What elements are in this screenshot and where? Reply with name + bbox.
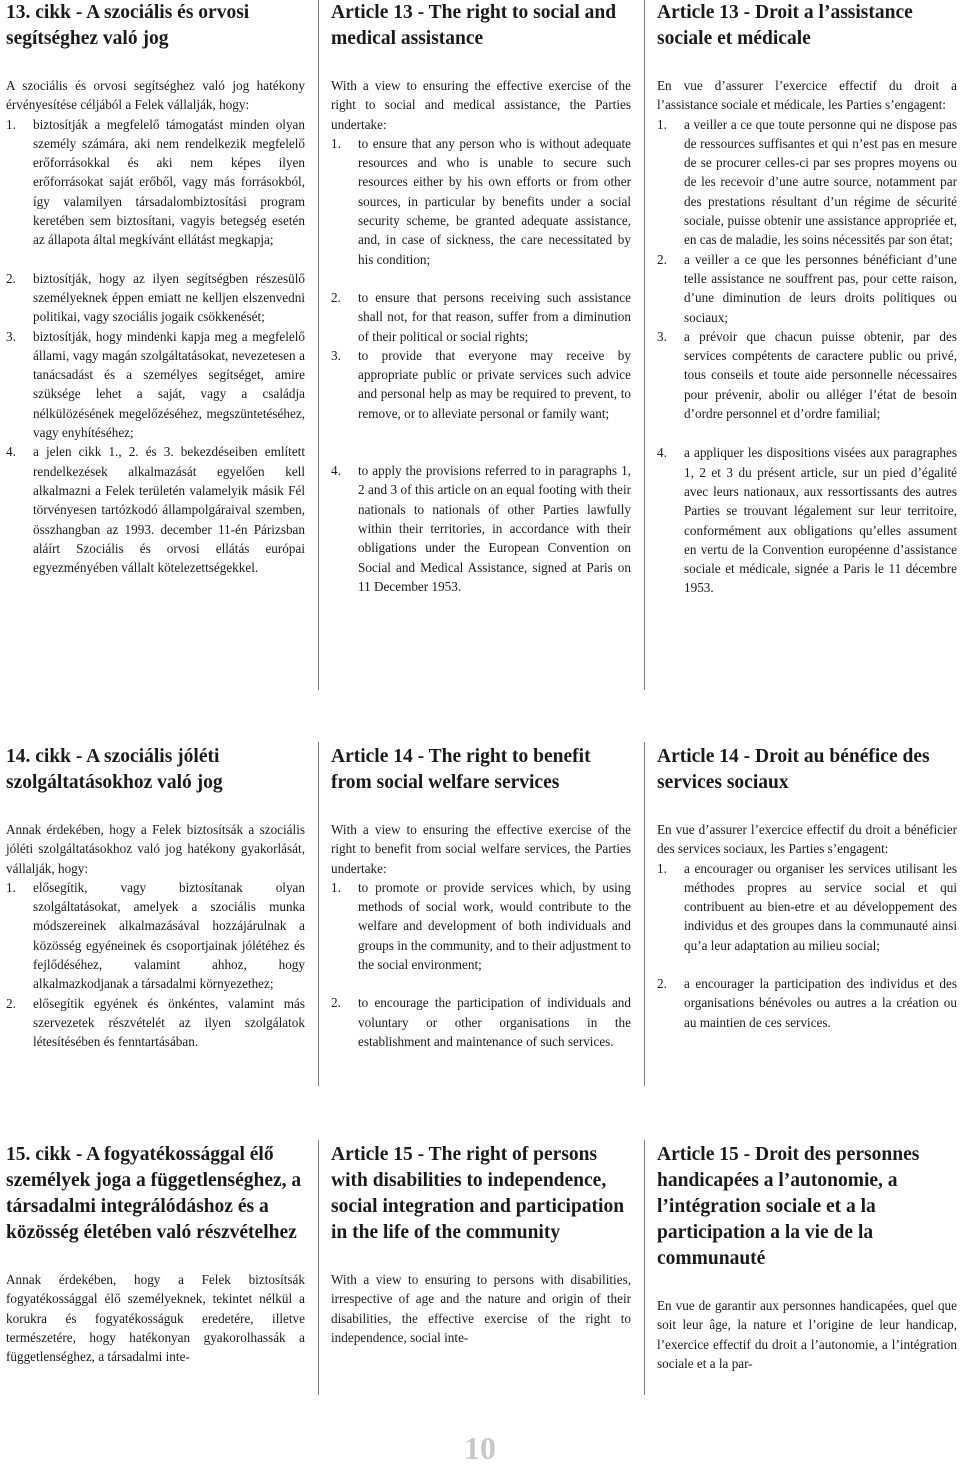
article-14-hungarian xyxy=(6,744,305,1052)
article-item-list xyxy=(331,878,631,1051)
article-intro: Annak érdekében, hogy a Felek biztosítsák a szociális jóléti szolgáltatásokhoz való jog hatékony gyakorlását, vállalják, hogy: xyxy=(6,822,305,876)
article-intro: A szociális és orvosi segítséghez való jog hatékony érvényesítése céljából a Felek vállalják, hogy: xyxy=(6,78,305,113)
article-intro: En vue d’assurer l’exercice effectif du droit a bénéficier des services sociaux, les Parties s’engagent: xyxy=(657,822,957,857)
article-intro: En vue de garantir aux personnes handicapées, quel que soit leur âge, la nature et l’origine de leur handicap, l’exercice effectif du droit a l’autonomie, a l’intégration sociale et a la par- xyxy=(657,1298,957,1371)
article-13-french xyxy=(657,0,957,598)
list-item: 2. elősegítik egyének és önkéntes, valamint más szervezetek részvételét az ilyen szolgálatok létesítésében és fenntartásában. xyxy=(6,995,305,1050)
article-14-english xyxy=(331,744,631,1051)
article-title: 14. cikk - A szociális jóléti szolgáltatásokhoz való jog xyxy=(6,746,223,793)
list-item: 4. a appliquer les dispositions visées aux paragraphes 1, 2 et 3 du présent article, sur un pied d’égalité avec leurs nationaux, aux ressortissants des autres Parties se trouvant légalement sur leur territoire, conformément aux obligations qu’elles assument en vertu de la Convention européenne d’assistance sociale et médicale, signée a Paris le 11 décembre 1953. xyxy=(657,445,957,596)
article-title: 13. cikk - A szociális és orvosi segítséghez való jog xyxy=(6,2,250,49)
article-13-hungarian xyxy=(6,0,305,577)
article-15-hungarian xyxy=(6,1142,305,1366)
article-intro: Annak érdekében, hogy a Felek biztosítsák fogyatékossággal élő személyeknek, tekintet nélkül a korukra és fogyatékosságuk eredetére, illetve természetére, hogy hatékonyan gyakorolhassák a függetlenséghez, a társadalmi inte- xyxy=(6,1272,305,1365)
column-divider xyxy=(318,742,319,1086)
article-item-list xyxy=(657,115,957,598)
list-item: 1. biztosítják a megfelelő támogatást minden olyan személy számára, aki nem rendelkezik megfelelő erőforrásokkal és aki nem képes ilyen erőforrásokat saját erőből, vagy más forrásokból, így valamilyen társadalombiztosítási program keretében sem biztosítani, vagyis betegség esetén az állapota által megkívánt ellátást megkapja; xyxy=(6,116,305,248)
list-item: 1. to ensure that any person who is without adequate resources and who is unable to secure such resources either by his own efforts or from other sources, in particular by benefits under a social security scheme, be granted adequate assistance, and, in case of sickness, the care necessitated by his condition; xyxy=(331,135,631,267)
article-title: 15. cikk - A fogyatékossággal élő személyek joga a függetlenséghez, a társadalmi integrálódáshoz és a közösség életében való részvételhez xyxy=(6,1144,302,1243)
list-item: 4. to apply the provisions referred to in paragraphs 1, 2 and 3 of this article on an equal footing with their nationals to nationals of other Parties lawfully within their territories, in accordance with their obligations under the European Convention on Social and Medical Assistance, signed at Paris on 11 December 1953. xyxy=(331,463,631,594)
spacer xyxy=(331,269,631,288)
list-item: 1. a veiller a ce que toute personne qui ne dispose pas de ressources suffisantes et qui n’est pas en mesure de se procurer celles-ci par ses propres moyens ou de les recevoir d’une autre source, notamment par des prestations résultant d’un régime de sécurité sociale, puisse obtenir une assistance appropriée et, en cas de maladie, les soins nécessités par son état; xyxy=(657,116,957,248)
article-title: Article 13 - The right to social and medical assistance xyxy=(331,2,617,49)
list-item: 3. to provide that everyone may receive by appropriate public or private services such advice and personal help as may be required to prevent, to remove, or to alleviate personal or family want; xyxy=(331,347,631,421)
list-item: 2. to encourage the participation of individuals and voluntary or other organisations in the establishment and maintenance of such services. xyxy=(331,995,631,1049)
list-item: 4. a jelen cikk 1., 2. és 3. bekezdéseiben említett rendelkezések alkalmazását egyelően kell alkalmazni a Felek területén valamelyik másik Fél törvényesen tartózkodó állampolgáraival szemben, összhangban az 1993. december 11-én Párizsban aláírt Szociális és orvosi ellátás európai egyezményében vállalt kötelezettségekkel. xyxy=(6,444,305,576)
list-item: 2. biztosítják, hogy az ilyen segítségben részesülő személyeknek éppen emiatt ne kelljen elszenvedni politikai, vagy szociális jogaik csökkenését; xyxy=(6,270,305,325)
article-title: Article 14 - Droit au bénéfice des services sociaux xyxy=(657,746,930,793)
article-13-english xyxy=(331,0,631,596)
article-15-french xyxy=(657,1142,957,1373)
spacer xyxy=(331,974,631,993)
page-number: 10 xyxy=(464,1430,496,1466)
column-divider xyxy=(644,0,645,690)
article-intro: With a view to ensuring to persons with disabilities, irrespective of age and the nature and origin of their disabilities, the effective exercise of the right to independence, social inte- xyxy=(331,1272,631,1345)
list-item: 2. a veiller a ce que les personnes bénéficiant d’une telle assistance ne souffrent pas, pour cette raison, d’une diminution de leurs droits politiques ou sociaux; xyxy=(657,251,957,325)
spacer xyxy=(331,423,631,461)
article-15-english xyxy=(331,1142,631,1347)
list-item: 2. to ensure that persons receiving such assistance shall not, for that reason, suffer from a diminution of their political or social rights; xyxy=(331,289,631,344)
article-title: Article 15 - The right of persons with disabilities to independence, social integration and participation in the life of the community xyxy=(331,1144,625,1243)
list-item: 1. elősegítik, vagy biztosítanak olyan szolgáltatásokat, amelyek a szociális munka módszereinek alkalmazásával hozzájárulnak a közösség egyéneinek és csoportjainak jólétéhez és fejlődéséhez, valamint ahhoz, hogy alkalmazkodjanak a társadalmi környezethez; xyxy=(6,879,305,992)
article-item-list xyxy=(6,115,305,578)
list-item: 3. biztosítják, hogy mindenki kapja meg a megfelelő állami, vagy magán szolgáltatásokat, nevezetesen a tanácsadást és a személyes segítséget, amire szüksége lehet a saját, vagy a családja nélkülözésének megelőzéséhez, megszüntetéséhez, vagy enyhítéséhez; xyxy=(6,328,305,441)
list-item: 3. a prévoir que chacun puisse obtenir, par des services compétents de caractere public ou privé, tous conseils et toute aide personnelle nécessaires pour prévenir, abolir ou alléger l’état de besoin d’ordre personnel et d’ordre familial; xyxy=(657,328,957,422)
article-intro: With a view to ensuring the effective exercise of the right to benefit from social welfare services, the Parties undertake: xyxy=(331,822,631,876)
article-14-french xyxy=(657,744,957,1032)
list-item: 1. a encourager ou organiser les services utilisant les méthodes propres au service social et qui contribuent au bien-etre et au développement des individus et des groupes dans la communauté ainsi qu’a leur adaptation au milieu social; xyxy=(657,860,957,953)
spacer xyxy=(6,250,305,269)
list-item: 1. to promote or provide services which, by using methods of social work, would contribute to the welfare and development of both individuals and groups in the community, and to their adjustment to the social environment; xyxy=(331,879,631,973)
spacer xyxy=(657,955,957,974)
column-divider xyxy=(644,1140,645,1395)
list-item: 2. a encourager la participation des individus et des organisations bénévoles ou autres a la création ou au maintien de ces services. xyxy=(657,976,957,1030)
column-divider xyxy=(318,0,319,690)
article-intro: With a view to ensuring the effective exercise of the right to social and medical assistance, the Parties undertake: xyxy=(331,78,631,132)
article-item-list xyxy=(6,878,305,1052)
column-divider xyxy=(644,742,645,1086)
column-divider xyxy=(318,1140,319,1395)
article-title: Article 14 - The right to benefit from social welfare services xyxy=(331,746,591,793)
article-title: Article 15 - Droit des personnes handicapées a l’autonomie, a l’intégration sociale et a la participation a la vie de la communauté xyxy=(657,1144,920,1269)
article-intro: En vue d’assurer l’exercice effectif du droit a l’assistance sociale et médicale, les Parties s’engagent: xyxy=(657,78,957,113)
spacer xyxy=(657,423,957,443)
article-item-list xyxy=(331,134,631,596)
article-item-list xyxy=(657,859,957,1032)
article-title: Article 13 - Droit a l’assistance sociale et médicale xyxy=(657,2,913,49)
